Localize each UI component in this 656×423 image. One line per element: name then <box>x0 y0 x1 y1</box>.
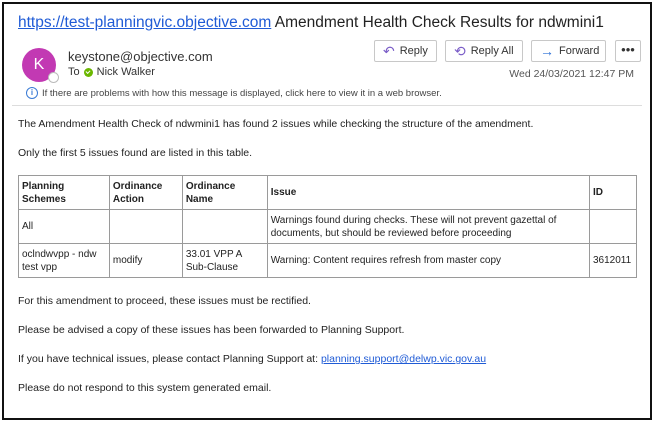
table-header-row <box>19 176 637 210</box>
to-label: To <box>68 66 80 78</box>
rectify-text: For this amendment to proceed, these issues must be rectified. <box>18 295 311 307</box>
forward-label: Forward <box>559 45 600 57</box>
reply-all-button[interactable] <box>445 40 523 62</box>
header-divider <box>12 105 642 106</box>
table-cell: Warnings found during checks. These will not prevent gazettal of documents, but should be reviewed before proceeding <box>267 210 589 244</box>
table-cell: modify <box>109 244 182 278</box>
issues-table <box>18 175 637 278</box>
intro-text: The Amendment Health Check of ndwmini1 has found 2 issues while checking the structure of the amendment. <box>18 118 534 130</box>
sender-avatar[interactable]: K <box>22 48 56 82</box>
table-cell <box>182 210 267 244</box>
table-cell: 3612011 <box>589 244 636 278</box>
forward-button[interactable] <box>531 40 606 62</box>
reply-icon: ↶ <box>383 43 395 59</box>
contact-text <box>18 353 486 365</box>
forwarded-text: Please be advised a copy of these issues has been forwarded to Planning Support. <box>18 324 405 336</box>
table-cell: 33.01 VPP A Sub-Clause <box>182 244 267 278</box>
email-subject <box>18 14 604 32</box>
contact-prefix: If you have technical issues, please contact Planning Support at: <box>18 353 321 365</box>
column-header: ID <box>589 176 636 210</box>
recipient-name[interactable]: Nick Walker <box>96 66 155 78</box>
sender-address[interactable]: keystone@objective.com <box>68 49 213 64</box>
available-status-icon <box>84 68 93 77</box>
support-email-link[interactable]: planning.support@delwp.vic.gov.au <box>320 353 487 365</box>
table-cell <box>589 210 636 244</box>
column-header: Planning Schemes <box>19 176 110 210</box>
reply-button[interactable] <box>374 40 437 62</box>
table-row <box>19 210 637 244</box>
table-cell <box>109 210 182 244</box>
column-header: Ordinance Action <box>109 176 182 210</box>
email-window <box>2 2 652 420</box>
more-actions-button[interactable]: ••• <box>615 40 641 62</box>
limit-note: Only the first 5 issues found are listed in this table. <box>18 147 253 159</box>
column-header: Issue <box>267 176 589 210</box>
noreply-text: Please do not respond to this system generated email. <box>18 382 272 394</box>
table-cell: oclndwvpp - ndw test vpp <box>19 244 110 278</box>
display-notice-text[interactable]: If there are problems with how this message is displayed, click here to view it in a web browser. <box>42 87 442 99</box>
reply-label: Reply <box>399 45 428 57</box>
info-icon: i <box>26 87 38 99</box>
reply-all-label: Reply All <box>470 45 514 57</box>
column-header: Ordinance Name <box>182 176 267 210</box>
subject-link[interactable]: https://test-planningvic.objective.com <box>18 14 272 31</box>
table-row <box>19 244 637 278</box>
forward-arrow-icon: → <box>540 43 554 59</box>
recipient-line <box>68 66 155 78</box>
subject-text: Amendment Health Check Results for ndwmini1 <box>271 14 604 31</box>
sent-date: Wed 24/03/2021 12:47 PM <box>509 68 634 80</box>
display-notice[interactable] <box>26 87 442 99</box>
table-cell: Warning: Content requires refresh from master copy <box>267 244 589 278</box>
avatar-status-icon <box>48 72 59 83</box>
reply-all-icon: ⟲ <box>454 43 466 59</box>
table-cell: All <box>19 210 110 244</box>
